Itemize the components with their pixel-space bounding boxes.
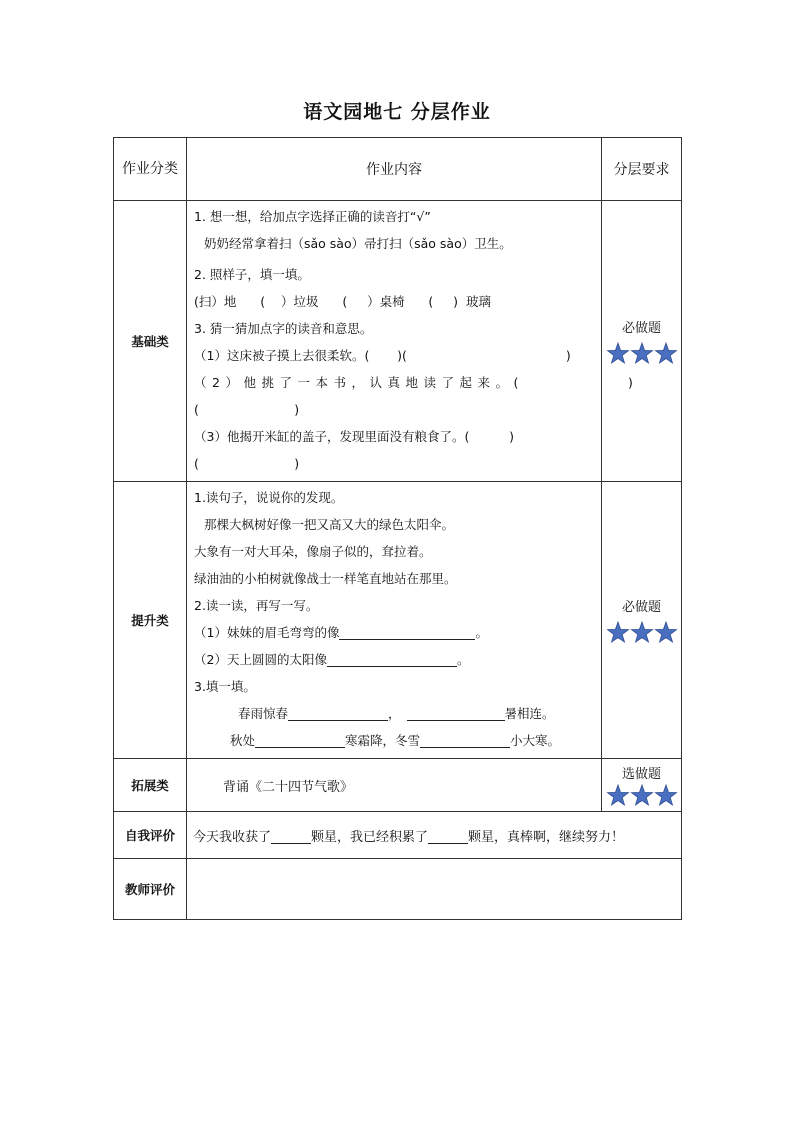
- adv-q1-l3: 绿油油的小柏树就像战士一样笔直地站在那里。: [194, 571, 457, 586]
- header-content: 作业内容: [187, 138, 602, 201]
- basic-q3-s3b: ( ): [194, 456, 300, 471]
- category-teacher-eval: 教师评价: [114, 859, 187, 920]
- category-basic: 基础类: [114, 201, 187, 482]
- header-category: 作业分类: [114, 138, 187, 201]
- adv-q3-l1: 春雨惊春 ， 暑相连。: [238, 706, 555, 721]
- answer-blank[interactable]: [420, 731, 510, 748]
- content-self-eval: 今天我收获了 颗星，我已经积累了 颗星，真棒啊，继续努力！: [187, 812, 682, 859]
- basic-q2-line: (扫）地 ( ）垃圾 ( ）桌椅 ( ) 玻璃: [194, 294, 491, 309]
- star-icon: [631, 343, 652, 363]
- content-extension: 背诵《二十四节气歌》: [187, 759, 602, 812]
- star-icon: [655, 622, 676, 642]
- requirement-extension: [602, 759, 682, 812]
- answer-blank[interactable]: [339, 623, 475, 640]
- stars-extension: [606, 784, 678, 808]
- basic-q3-s2b: ( ): [194, 402, 300, 417]
- table-header-row: [114, 138, 682, 201]
- row-extension: [114, 759, 682, 812]
- basic-q3-s2: （2）他挑了一本书，认真地读了起来。( ): [194, 375, 639, 390]
- category-extension: 拓展类: [114, 759, 187, 812]
- answer-blank[interactable]: [288, 704, 388, 721]
- answer-blank[interactable]: [255, 731, 345, 748]
- adv-q2-title: 2.读一读，再写一写。: [194, 598, 319, 613]
- row-advanced: [114, 482, 682, 759]
- star-icon: [631, 622, 652, 642]
- row-basic: [114, 201, 682, 482]
- star-icon: [631, 785, 652, 805]
- star-icon: [607, 343, 628, 363]
- basic-q1-title: 1. 想一想，给加点字选择正确的读音打“√”: [194, 209, 431, 224]
- homework-table: [113, 137, 682, 920]
- requirement-extension-label: 选做题: [621, 766, 661, 782]
- content-advanced: [187, 482, 602, 759]
- basic-q1-line: 奶奶经常拿着扫（sǎo sào）帚打扫（sǎo sào）卫生。: [204, 236, 512, 251]
- total-star-blank[interactable]: [428, 827, 468, 844]
- adv-q2-l1: （1）妹妹的眉毛弯弯的像 。: [194, 625, 488, 640]
- adv-q1-l2: 大象有一对大耳朵，像扇子似的，耷拉着。: [194, 544, 432, 559]
- header-requirement: 分层要求: [602, 138, 682, 201]
- star-icon: [655, 785, 676, 805]
- requirement-basic-label: 必做题: [621, 320, 661, 336]
- basic-q3-s1: （1）这床被子摸上去很柔软。( )( ): [194, 348, 571, 363]
- requirement-advanced-label: 必做题: [621, 599, 661, 615]
- adv-q3-title: 3.填一填。: [194, 679, 256, 694]
- requirement-basic: [602, 201, 682, 482]
- stars-advanced: [606, 621, 678, 645]
- adv-q1-title: 1.读句子，说说你的发现。: [194, 490, 344, 505]
- star-icon: [607, 785, 628, 805]
- answer-blank[interactable]: [327, 650, 457, 667]
- adv-q1-l1: 那棵大枫树好像一把又高又大的绿色太阳伞。: [204, 517, 455, 532]
- star-icon: [655, 343, 676, 363]
- basic-q3-title: 3. 猜一猜加点字的读音和意思。: [194, 321, 373, 336]
- adv-q3-l2: 秋处 寒霜降，冬雪 小大寒。: [230, 733, 561, 748]
- answer-blank[interactable]: [407, 704, 505, 721]
- row-teacher-eval: [114, 859, 682, 920]
- category-self-eval: 自我评价: [114, 812, 187, 859]
- content-basic: [187, 201, 639, 482]
- stars-basic: [606, 342, 678, 366]
- adv-q2-l2: （2）天上圆圆的太阳像 。: [194, 652, 470, 667]
- content-teacher-eval[interactable]: [187, 859, 682, 920]
- row-self-eval: [114, 812, 682, 859]
- star-count-blank[interactable]: [271, 827, 311, 844]
- basic-q2-title: 2. 照样子，填一填。: [194, 267, 310, 282]
- category-advanced: 提升类: [114, 482, 187, 759]
- basic-q3-s3: （3）他揭开米缸的盖子，发现里面没有粮食了。( ): [194, 429, 514, 444]
- page-title: 语文园地七 分层作业: [303, 101, 491, 123]
- requirement-advanced: [602, 482, 682, 759]
- star-icon: [607, 622, 628, 642]
